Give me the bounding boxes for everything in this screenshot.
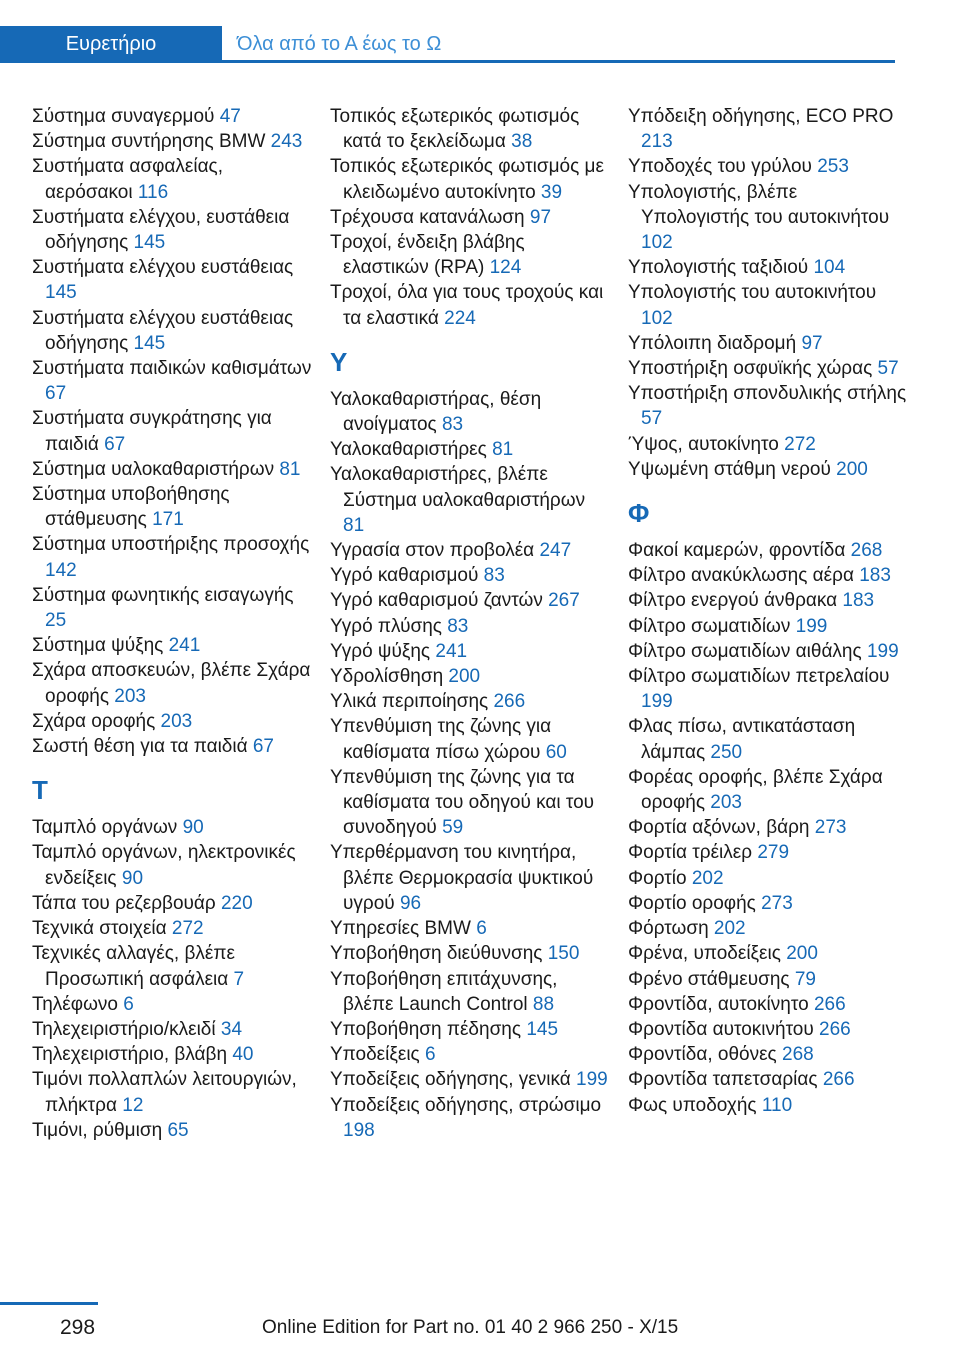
index-entry <box>32 356 312 406</box>
index-entry <box>32 992 312 1017</box>
index-entry <box>330 387 610 437</box>
page-link[interactable]: 142 <box>45 559 77 581</box>
index-entry-text: Φως υποδοχής <box>628 1094 757 1116</box>
index-entry-text: Υποδείξεις <box>330 1044 420 1066</box>
page-link[interactable]: 241 <box>435 640 468 662</box>
index-entry <box>330 205 610 230</box>
index-entry <box>628 916 908 941</box>
index-entry-text: Φίλτρο σωματιδίων <box>628 615 791 637</box>
page-link[interactable]: 253 <box>817 156 849 178</box>
index-entry <box>330 563 610 588</box>
index-entry-text: Ταμπλό οργάνων, ηλεκτρονικές ενδείξεις <box>32 842 296 889</box>
index-entry-text: Συστήματα ελέγχου, ευστάθεια οδήγησης <box>32 206 290 254</box>
page-link[interactable]: 203 <box>710 792 742 814</box>
page-link[interactable]: 83 <box>441 414 464 436</box>
page-link[interactable]: 266 <box>819 1018 851 1040</box>
index-entry <box>32 1118 312 1143</box>
index-entry-text: Φίλτρο ανακύκλωσης αέρα <box>628 565 854 587</box>
index-entry <box>628 588 908 613</box>
index-entry <box>32 891 312 916</box>
page-link[interactable]: 81 <box>343 514 365 536</box>
index-entry-text: Συστήματα συγκράτησης για παιδιά <box>32 408 272 455</box>
index-entry-text: Σύστημα ψύξης <box>32 635 164 657</box>
index-entry-text: Φροντίδα ταπετσαρίας <box>628 1069 818 1091</box>
index-entry-text: Συστήματα ασφαλείας, αερόσακοι <box>32 156 223 203</box>
index-entry-text: Σχάρα αποσκευών, βλέπε Σχάρα οροφής <box>32 660 311 707</box>
index-entry-text: Υπερθέρμανση του κινητήρα, βλέπε Θερμοκρασία ψυκτικού υγρού <box>330 842 594 914</box>
index-entry <box>330 664 610 689</box>
page-link[interactable]: 83 <box>483 565 505 587</box>
index-entry-text: Τοπικός εξωτερικός φωτισμός κατά το ξεκλείδωμα <box>330 106 580 153</box>
page-link[interactable]: 145 <box>526 1018 559 1040</box>
index-entry <box>32 306 312 356</box>
page-link[interactable]: 213 <box>641 131 673 153</box>
index-entry <box>32 840 312 890</box>
page-link[interactable]: 57 <box>877 358 899 380</box>
page-link[interactable]: 202 <box>713 918 746 940</box>
index-entry-text: Υποδοχές του γρύλου <box>628 156 812 178</box>
page-link[interactable]: 60 <box>545 741 567 763</box>
index-entry-text: Φορέας οροφής, βλέπε Σχάρα οροφής <box>628 766 883 814</box>
page-link[interactable]: 199 <box>641 691 673 713</box>
index-entry-text: Σχάρα οροφής <box>32 710 156 732</box>
page-link[interactable]: 203 <box>160 710 193 732</box>
index-entry-text: Υποβοήθηση επιτάχυνσης, βλέπε Launch Control <box>330 968 558 1015</box>
page-link[interactable]: 102 <box>641 307 673 329</box>
header-bar <box>0 26 895 62</box>
index-entry <box>628 432 908 457</box>
index-entry <box>628 457 908 482</box>
index-entry <box>628 104 908 154</box>
index-entry <box>32 658 312 708</box>
tab-index[interactable]: Ευρετήριο <box>0 26 222 62</box>
index-entry <box>32 457 312 482</box>
page-link[interactable]: 39 <box>540 181 563 203</box>
index-entry <box>330 154 610 204</box>
index-entry-text: Υπόλοιπη διαδρομή <box>628 332 797 354</box>
index-entry <box>628 280 908 330</box>
index-entry <box>330 840 610 916</box>
page-number-rule <box>0 1302 98 1305</box>
page-link[interactable]: 47 <box>219 106 241 127</box>
page-link[interactable]: 268 <box>850 540 883 562</box>
page-link[interactable]: 79 <box>794 968 816 990</box>
index-entry <box>32 482 312 532</box>
index-entry-text: Φίλτρο ενεργού άνθρακα <box>628 590 838 612</box>
page-link[interactable]: 6 <box>476 918 487 940</box>
index-entry-text: Φίλτρο σωματιδίων πετρελαίου <box>628 666 890 688</box>
index-entry <box>628 154 908 179</box>
index-entry <box>628 1042 908 1067</box>
index-entry-text: Υγρό καθαρισμού ζαντών <box>330 590 543 612</box>
page-link[interactable]: 81 <box>279 458 301 480</box>
page-link[interactable]: 198 <box>343 1119 375 1141</box>
index-entry-text: Ύψος, αυτοκίνητο <box>628 433 779 455</box>
index-entry <box>32 941 312 991</box>
index-entry-text: Τηλεχειριστήριο/κλειδί <box>32 1018 216 1040</box>
index-entry <box>32 129 312 154</box>
index-entry <box>32 916 312 941</box>
page-link[interactable]: 65 <box>167 1119 189 1141</box>
index-entry <box>32 709 312 734</box>
page-link[interactable]: 272 <box>784 433 816 455</box>
index-entry <box>628 1093 908 1118</box>
index-entry <box>32 1017 312 1042</box>
page-link[interactable]: 6 <box>424 1044 436 1066</box>
index-entry <box>628 538 908 563</box>
index-entry-text: Τρέχουσα κατανάλωση <box>330 206 525 228</box>
index-entry <box>330 230 610 280</box>
index-entry-text: Φορτίο <box>628 867 687 889</box>
page-number: 298 <box>60 1316 96 1339</box>
index-entry <box>628 891 908 916</box>
index-entry <box>330 714 610 764</box>
page-link[interactable]: 145 <box>133 232 166 254</box>
page-link[interactable]: 268 <box>782 1044 814 1066</box>
index-entry-text: Σύστημα υποβοήθησης στάθμευσης <box>32 484 230 531</box>
index-entry-text: Υψωμένη στάθμη νερού <box>628 458 831 480</box>
index-entry-text: Τηλεχειριστήριο, βλάβη <box>32 1044 228 1066</box>
page-link[interactable]: 7 <box>233 968 245 990</box>
index-entry-text: Φόρτωση <box>628 918 709 940</box>
page-link[interactable]: 273 <box>814 817 847 839</box>
page-link[interactable]: 224 <box>444 307 476 329</box>
index-entry-text: Υγρασία στον προβολέα <box>330 540 535 562</box>
index-entry-text: Υποστήριξη οσφυϊκής χώρας <box>628 358 873 380</box>
index-entry <box>628 992 908 1017</box>
index-entry <box>330 462 610 538</box>
index-entry <box>628 1067 908 1092</box>
page-link[interactable]: 150 <box>547 943 580 965</box>
index-entry-text: Υαλοκαθαριστήρες, βλέπε Σύστημα υαλοκαθαριστήρων <box>330 464 586 511</box>
index-entry-text: Σύστημα φωνητικής εισαγωγής <box>32 584 294 606</box>
page-link[interactable]: 183 <box>842 590 875 612</box>
index-entry <box>32 583 312 633</box>
index-entry <box>628 664 908 714</box>
tab-a-to-z[interactable]: Όλα από το Α έως το Ω <box>237 32 442 55</box>
index-entry-text: Φροντίδα, αυτοκίνητο <box>628 993 809 1015</box>
page-link[interactable]: 220 <box>220 892 253 914</box>
index-entry-text: Τάπα του ρεζερβουάρ <box>32 892 216 914</box>
page-link[interactable]: 267 <box>548 590 580 612</box>
index-entry-text: Τροχοί, ένδειξη βλάβης ελαστικών (RPA) <box>330 232 525 279</box>
index-entry-text: Τοπικός εξωτερικός φωτισμός με κλειδωμένο αυτοκίνητο <box>330 156 604 203</box>
index-entry-text: Φροντίδα αυτοκινήτου <box>628 1018 814 1040</box>
index-entry-text: Υπολογιστής του αυτοκινήτου <box>628 282 877 304</box>
index-entry-text: Υποδείξεις οδήγησης, γενικά <box>330 1069 571 1091</box>
index-entry <box>628 331 908 356</box>
index-entry-text: Υγρό καθαρισμού <box>330 565 479 587</box>
page-link[interactable]: 59 <box>442 817 464 839</box>
index-entry-text: Υπόδειξη οδήγησης, ECO PRO <box>628 106 894 127</box>
index-entry <box>628 941 908 966</box>
page-link[interactable]: 273 <box>761 892 793 914</box>
index-entry-text: Σύστημα συναγερμού <box>32 106 215 127</box>
index-entry <box>32 154 312 204</box>
index-entry-text: Υποβοήθηση πέδησης <box>330 1018 522 1040</box>
index-entry <box>628 815 908 840</box>
index-entry <box>330 967 610 1017</box>
index-entry <box>628 180 908 256</box>
index-entry-text: Φακοί καμερών, φροντίδα <box>628 540 846 562</box>
index-entry <box>330 1042 610 1067</box>
index-entry <box>330 437 610 462</box>
index-entry-text: Τιμόνι πολλαπλών λειτουργιών, πλήκτρα <box>32 1069 297 1116</box>
index-entry <box>32 1067 312 1117</box>
index-entry <box>32 104 312 129</box>
page-link[interactable]: 272 <box>171 918 204 940</box>
index-entry-text: Φορτίο οροφής <box>628 892 756 914</box>
index-entry-text: Σύστημα συντήρησης BMW <box>32 131 266 153</box>
index-entry <box>628 1017 908 1042</box>
index-entry-text: Υπηρεσίες BMW <box>330 918 471 940</box>
index-entry-text: Τηλέφωνο <box>32 993 118 1015</box>
page-link[interactable]: 97 <box>529 206 552 228</box>
index-entry <box>628 356 908 381</box>
index-column-3 <box>628 104 908 1118</box>
index-entry-text: Συστήματα παιδικών καθισμάτων <box>32 358 312 380</box>
index-entry <box>330 280 610 330</box>
index-column-2 <box>330 104 610 1143</box>
page-link[interactable]: 200 <box>448 666 481 688</box>
index-entry-text: Υπενθύμιση της ζώνης για τα καθίσματα του οδηγού και του συνοδηγού <box>330 766 595 839</box>
index-entry-text: Σωστή θέση για τα παιδιά <box>32 736 248 758</box>
page-link[interactable]: 67 <box>252 736 274 758</box>
index-entry <box>330 588 610 613</box>
index-letter-heading: Υ <box>330 346 348 377</box>
page-link[interactable]: 124 <box>489 257 522 279</box>
index-entry-text: Υποβοήθηση διεύθυνσης <box>330 943 543 965</box>
index-entry-text: Συστήματα ελέγχου ευστάθειας οδήγησης <box>32 307 294 354</box>
edition-footer: Online Edition for Part no. 01 40 2 966 250 - X/15 <box>262 1317 679 1338</box>
page-link[interactable]: 200 <box>786 943 818 965</box>
page-link[interactable]: 57 <box>641 408 663 430</box>
page-link[interactable]: 25 <box>45 610 67 632</box>
page-link[interactable]: 34 <box>220 1018 243 1040</box>
index-entry <box>330 1067 610 1092</box>
page-link[interactable]: 243 <box>270 131 303 153</box>
index-entry-text: Υαλοκαθαριστήρας, θέση ανοίγματος <box>330 388 542 436</box>
page-link[interactable]: 199 <box>576 1069 608 1091</box>
index-entry <box>628 639 908 664</box>
index-entry <box>330 1017 610 1042</box>
index-entry-text: Υλικά περιποίησης <box>330 691 489 713</box>
index-entry-text: Σύστημα υαλοκαθαριστήρων <box>32 458 275 480</box>
page-link[interactable]: 116 <box>137 181 169 203</box>
page-link[interactable]: 96 <box>399 892 422 914</box>
index-entry <box>330 639 610 664</box>
page-link[interactable]: 199 <box>795 615 828 637</box>
page-link[interactable]: 104 <box>813 257 846 279</box>
page-link[interactable]: 145 <box>45 282 77 304</box>
page-link[interactable]: 250 <box>710 741 743 763</box>
page-link[interactable]: 110 <box>761 1094 793 1116</box>
index-entry-text: Υπολογιστής, βλέπε Υπολογιστής του αυτοκινήτου <box>628 181 890 228</box>
index-entry <box>330 538 610 563</box>
page-link[interactable]: 279 <box>757 842 790 864</box>
index-entry <box>628 614 908 639</box>
index-entry <box>32 406 312 456</box>
index-entry <box>330 104 610 154</box>
page-link[interactable]: 12 <box>122 1094 144 1116</box>
index-entry-text: Φορτία αξόνων, βάρη <box>628 817 810 839</box>
page-link[interactable]: 266 <box>813 993 846 1015</box>
index-entry-text: Τεχνικές αλλαγές, βλέπε Προσωπική ασφάλεια <box>32 943 235 990</box>
index-entry <box>628 714 908 764</box>
index-entry <box>330 1093 610 1143</box>
index-entry-text: Υπενθύμιση της ζώνης για καθίσματα πίσω χώρου <box>330 716 552 763</box>
index-entry <box>330 614 610 639</box>
page-link[interactable]: 67 <box>104 433 126 455</box>
index-entry-text: Υποστήριξη σπονδυλικής στήλης <box>628 383 907 405</box>
page-link[interactable]: 97 <box>801 332 823 354</box>
page-link[interactable]: 83 <box>447 615 469 637</box>
page-link[interactable]: 199 <box>866 640 899 662</box>
header-divider <box>0 60 895 63</box>
index-entry-text: Σύστημα υποστήριξης προσοχής <box>32 534 310 556</box>
index-column-1 <box>32 104 312 1143</box>
page-link[interactable]: 266 <box>822 1069 855 1091</box>
index-entry <box>32 1042 312 1067</box>
index-entry-text: Φορτία τρέιλερ <box>628 842 753 864</box>
index-entry-text: Φλας πίσω, αντικατάσταση λάμπας <box>628 716 856 763</box>
index-entry-text: Υπολογιστής ταξιδιού <box>628 257 809 279</box>
index-entry-text: Φροντίδα, οθόνες <box>628 1044 777 1066</box>
page-link[interactable]: 67 <box>45 383 67 405</box>
page-link[interactable]: 6 <box>123 993 134 1015</box>
index-entry-text: Συστήματα ελέγχου ευστάθειας <box>32 257 294 279</box>
index-entry-text: Υγρό πλύσης <box>330 615 442 637</box>
page-link[interactable]: 200 <box>836 458 868 480</box>
index-entry-text: Φίλτρο σωματιδίων αιθάλης <box>628 640 862 662</box>
index-entry <box>628 967 908 992</box>
index-entry <box>330 689 610 714</box>
page-link[interactable]: 171 <box>152 509 184 531</box>
index-entry <box>330 765 610 841</box>
index-entry <box>628 381 908 431</box>
index-entry-text: Τεχνικά στοιχεία <box>32 918 167 940</box>
page-link[interactable]: 90 <box>182 817 204 839</box>
index-entry <box>330 916 610 941</box>
index-entry <box>32 255 312 305</box>
page-link[interactable]: 40 <box>232 1044 254 1066</box>
page-link[interactable]: 266 <box>493 691 526 713</box>
page-link[interactable]: 90 <box>121 867 144 889</box>
index-entry-text: Τιμόνι, ρύθμιση <box>32 1119 163 1141</box>
index-entry-text: Ταμπλό οργάνων <box>32 817 178 839</box>
index-entry <box>628 765 908 815</box>
index-entry <box>628 866 908 891</box>
index-entry <box>628 255 908 280</box>
index-entry <box>32 815 312 840</box>
index-entry <box>32 205 312 255</box>
index-entry-text: Τροχοί, όλα για τους τροχούς και τα ελαστικά <box>330 282 604 329</box>
page-link[interactable]: 241 <box>168 635 201 657</box>
index-entry-text: Φρένο στάθμευσης <box>628 968 790 990</box>
index-entry <box>628 563 908 588</box>
index-entry-text: Υποδείξεις οδήγησης, στρώσιμο <box>330 1094 602 1116</box>
page-link[interactable]: 88 <box>532 993 555 1015</box>
index-entry-text: Υδρολίσθηση <box>330 666 444 688</box>
index-entry-text: Υγρό ψύξης <box>330 640 431 662</box>
page-link[interactable]: 203 <box>114 685 146 707</box>
index-entry <box>628 840 908 865</box>
page-link[interactable]: 202 <box>691 867 724 889</box>
index-letter-heading: Φ <box>628 498 650 529</box>
index-entry <box>330 941 610 966</box>
page-link[interactable]: 38 <box>511 131 533 153</box>
page-link[interactable]: 145 <box>133 332 166 354</box>
index-entry <box>32 633 312 658</box>
page-link[interactable]: 81 <box>492 439 514 461</box>
page-link[interactable]: 183 <box>859 565 891 587</box>
index-entry-text: Φρένα, υποδείξεις <box>628 943 781 965</box>
page-link[interactable]: 102 <box>641 232 673 254</box>
index-entry <box>32 532 312 582</box>
page-link[interactable]: 247 <box>539 540 572 562</box>
index-letter-heading: Τ <box>32 775 48 806</box>
index-entry <box>32 734 312 759</box>
index-entry-text: Υαλοκαθαριστήρες <box>330 439 487 461</box>
